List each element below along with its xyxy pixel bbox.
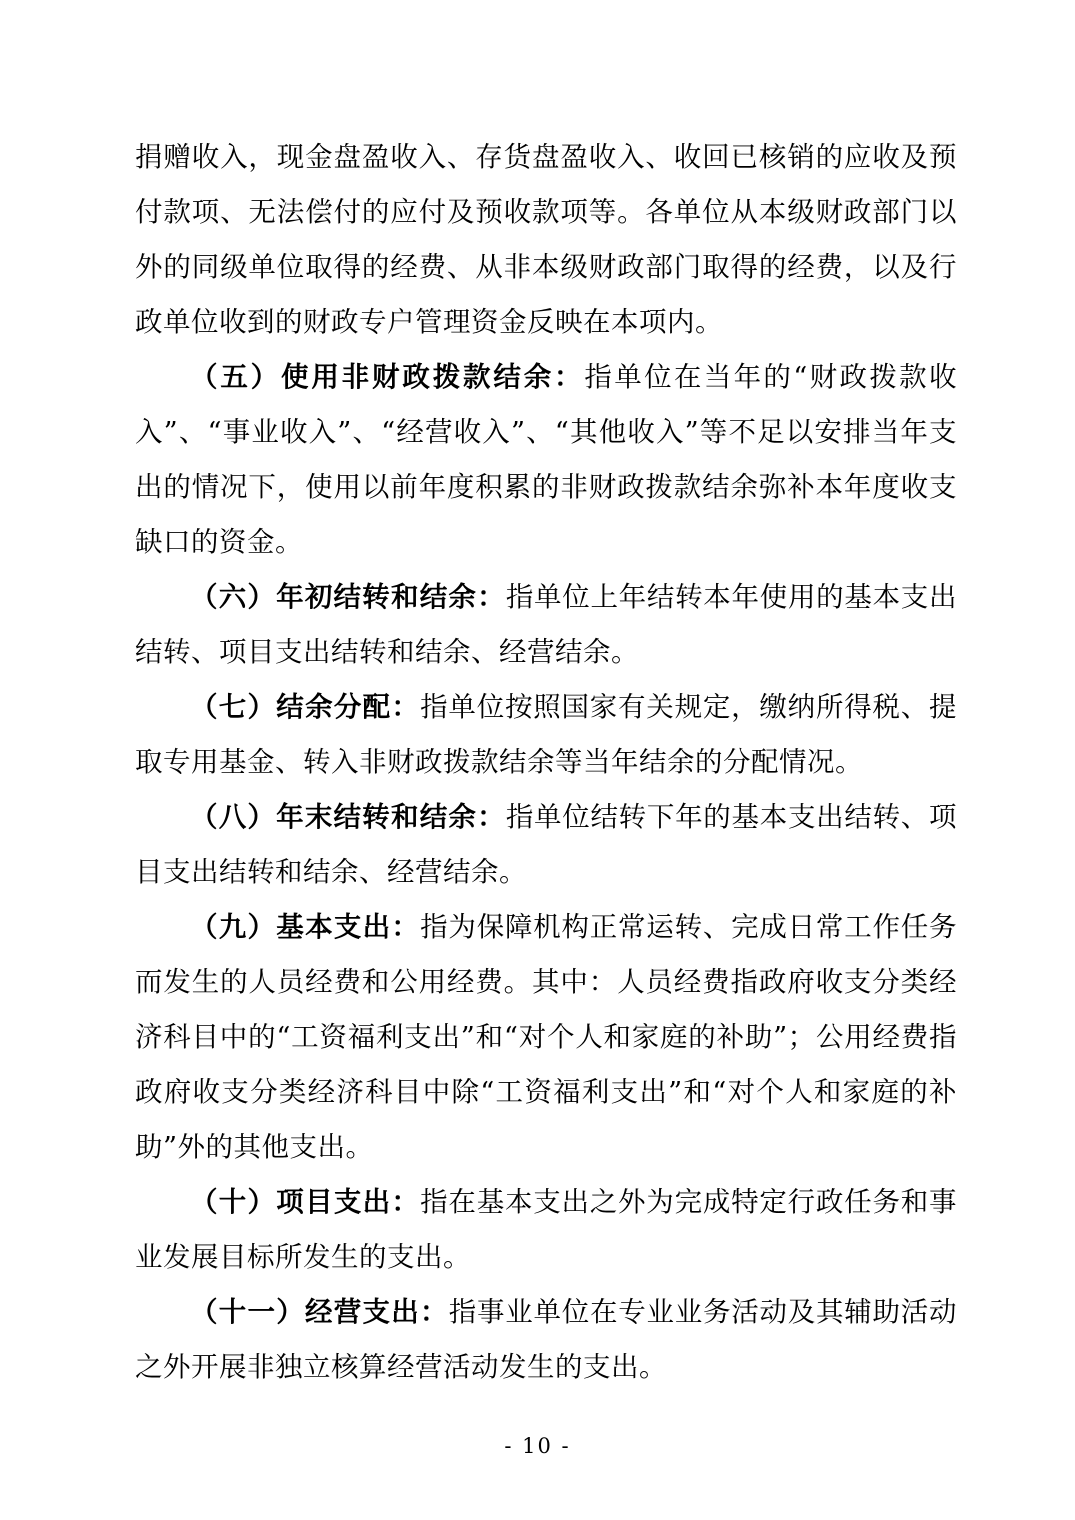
document-body <box>135 130 957 1395</box>
paragraph-lead: （十一）经营支出： <box>190 1296 449 1328</box>
page-number: - 10 - <box>504 1434 571 1458</box>
paragraph-lead: （六）年初结转和结余： <box>190 581 506 613</box>
paragraph-text: 指单位上年结转本年使用的基本支出结转、项目支出结转和结余、经营结余。 <box>135 581 957 668</box>
paragraph-text: 指在基本支出之外为完成特定行政任务和事业发展目标所发生的支出。 <box>135 1186 958 1273</box>
paragraph-text: 捐赠收入，现金盘盈收入、存货盘盈收入、收回已核销的应收及预付款项、无法偿付的应付及预收款项等。各单位从本级财政部门以外的同级单位取得的经费、从非本级财政部门取得的经费，以及行政单位收到的财政专户管理资金反映在本项内。 <box>135 141 957 338</box>
paragraph-lead: （十）项目支出： <box>190 1186 421 1218</box>
paragraph-text: 指事业单位在专业业务活动及其辅助活动之外开展非独立核算经营活动发生的支出。 <box>135 1296 957 1383</box>
paragraph-text: 指单位结转下年的基本支出结转、项目支出结转和结余、经营结余。 <box>135 801 957 888</box>
paragraph-item-seven <box>135 680 957 790</box>
paragraph-item-six <box>135 570 957 680</box>
paragraph-lead: （七）结余分配： <box>190 691 421 723</box>
paragraph-text: 指单位按照国家有关规定，缴纳所得税、提取专用基金、转入非财政拨款结余等当年结余的分配情况。 <box>135 691 958 778</box>
paragraph-continuation <box>135 130 957 350</box>
paragraph-lead: （九）基本支出： <box>190 911 421 943</box>
paragraph-item-eight <box>135 790 957 900</box>
paragraph-item-five <box>135 350 957 570</box>
paragraph-text: 指为保障机构正常运转、完成日常工作任务而发生的人员经费和公用经费。其中：人员经费指政府收支分类经济科目中的“工资福利支出”和“对个人和家庭的补助”；公用经费指政府收支分类经济科目中除“工资福利支出”和“对个人和家庭的补助”外的其他支出。 <box>135 911 958 1163</box>
paragraph-item-nine <box>135 900 957 1175</box>
paragraph-text: 指单位在当年的“财政拨款收入”、“事业收入”、“经营收入”、“其他收入”等不足以安排当年支出的情况下，使用以前年度积累的非财政拨款结余弥补本年度收支缺口的资金。 <box>135 361 957 558</box>
paragraph-lead: （八）年末结转和结余： <box>190 801 506 833</box>
paragraph-lead: （五）使用非财政拨款结余： <box>190 361 585 393</box>
paragraph-item-eleven <box>135 1285 957 1395</box>
paragraph-item-ten <box>135 1175 957 1285</box>
